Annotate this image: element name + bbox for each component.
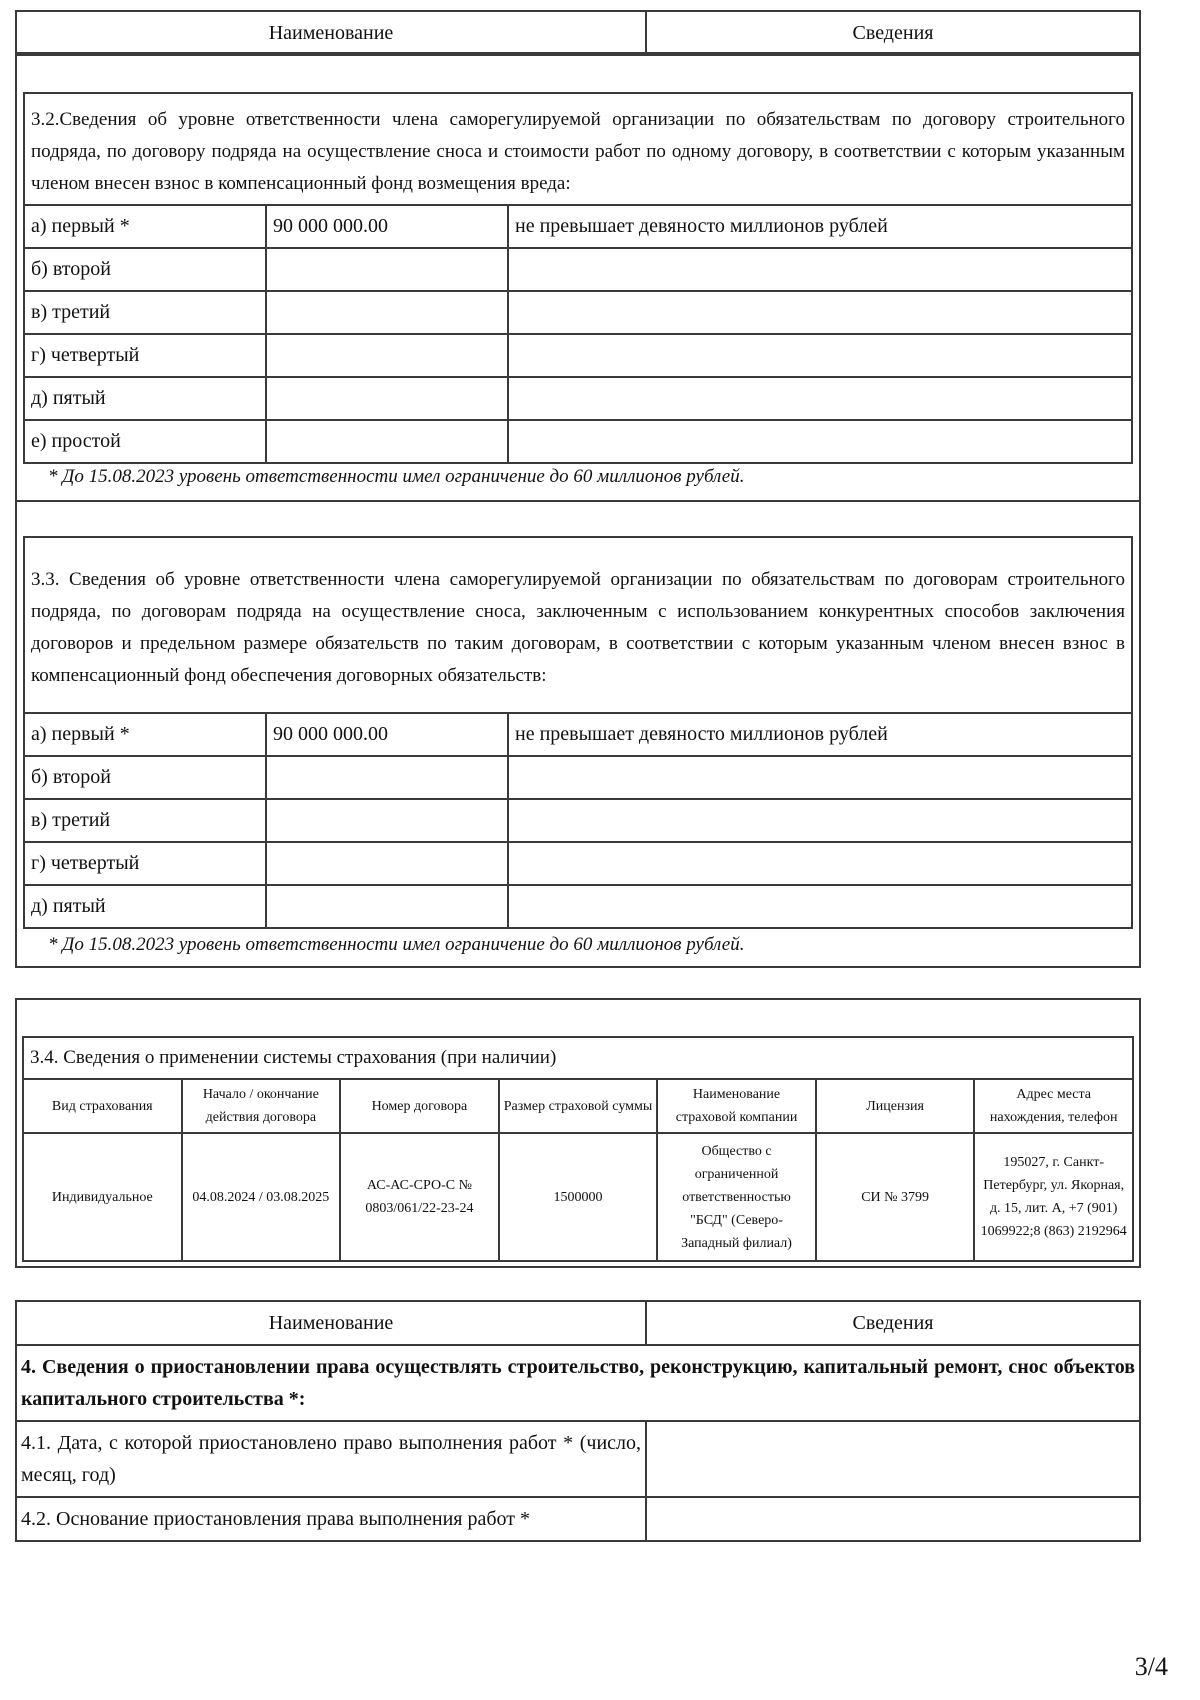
table-row: [24, 885, 1132, 928]
table-row: [24, 334, 1132, 377]
section-3-3-note: * До 15.08.2023 уровень ответственности имел ограничение до 60 миллионов рублей.: [48, 934, 745, 955]
level-desc: [508, 291, 1132, 334]
column-header: Лицензия: [816, 1079, 975, 1133]
section-3-2-note: * До 15.08.2023 уровень ответственности имел ограничение до 60 миллионов рублей.: [48, 466, 745, 487]
level-desc: [508, 756, 1132, 799]
level-desc: [508, 885, 1132, 928]
level-amount: [266, 885, 508, 928]
level-desc: [508, 799, 1132, 842]
insurance-type: Индивидуальное: [23, 1133, 182, 1261]
level-label: в) третий: [24, 291, 266, 334]
level-desc: [508, 842, 1132, 885]
table-row: [24, 377, 1132, 420]
level-amount: [266, 334, 508, 377]
level-desc: не превышает девяносто миллионов рублей: [508, 205, 1132, 248]
column-header: Номер договора: [340, 1079, 499, 1133]
table-row: [24, 420, 1132, 463]
table-row: [24, 248, 1132, 291]
level-amount: 90 000 000.00: [266, 713, 508, 756]
table-row: [24, 756, 1132, 799]
table-row: [23, 1133, 1133, 1261]
level-amount: [266, 756, 508, 799]
insurance-sum: 1500000: [499, 1133, 658, 1261]
insurance-company: Общество с ограниченной ответственностью "БСД" (Северо-Западный филиал): [657, 1133, 816, 1261]
section-4-title: 4. Сведения о приостановлении права осуществлять строительство, реконструкцию, капитальный ремонт, снос объектов капитального строительства *:: [16, 1345, 1140, 1421]
level-label: д) пятый: [24, 377, 266, 420]
page-number: 3/4: [1134, 1652, 1168, 1681]
column-header: Адрес места нахождения, телефон: [974, 1079, 1133, 1133]
header-info-cell: Сведения: [646, 11, 1140, 55]
section-3-3-table: [23, 536, 1133, 929]
level-amount: [266, 420, 508, 463]
section-4-table: [15, 1300, 1141, 1542]
frame-divider: [15, 500, 1141, 502]
item-4-2-label: 4.2. Основание приостановления права выполнения работ *: [16, 1497, 646, 1541]
section-3-4-table: [22, 1036, 1134, 1262]
table-row: [24, 799, 1132, 842]
top-header-table: [15, 10, 1141, 56]
level-label: е) простой: [24, 420, 266, 463]
level-amount: [266, 248, 508, 291]
level-label: б) второй: [24, 756, 266, 799]
table-row: [16, 1421, 1140, 1497]
level-desc: [508, 420, 1132, 463]
section-3-4-title: 3.4. Сведения о применении системы страхования (при наличии): [23, 1037, 1133, 1079]
section-3-2-table: [23, 92, 1133, 464]
insurance-contract: АС-АС-СРО-С № 0803/061/22-23-24: [340, 1133, 499, 1261]
table-row: [24, 713, 1132, 756]
level-label: в) третий: [24, 799, 266, 842]
item-4-2-value: [646, 1497, 1140, 1541]
level-desc: [508, 377, 1132, 420]
level-label: а) первый *: [24, 713, 266, 756]
item-4-1-value: [646, 1421, 1140, 1497]
level-label: г) четвертый: [24, 842, 266, 885]
table-row: [16, 1497, 1140, 1541]
header-info-cell: Сведения: [646, 1301, 1140, 1345]
level-desc: не превышает девяносто миллионов рублей: [508, 713, 1132, 756]
section-3-2-title: 3.2.Сведения об уровне ответственности члена саморегулируемой организации по обязательствам по договору строительного подряда, по договору подряда на осуществление сноса и стоимости работ по одному договору, в соответствии с которым указанным членом внесен взнос в компенсационный фонд возмещения вреда:: [24, 93, 1132, 205]
level-desc: [508, 334, 1132, 377]
level-amount: [266, 842, 508, 885]
level-label: а) первый *: [24, 205, 266, 248]
column-header: Вид страхования: [23, 1079, 182, 1133]
insurance-address: 195027, г. Санкт-Петербург, ул. Якорная, д. 15, лит. А, +7 (901) 1069922;8 (863) 2192964: [974, 1133, 1133, 1261]
level-amount: [266, 291, 508, 334]
header-name-cell: Наименование: [16, 11, 646, 55]
level-label: б) второй: [24, 248, 266, 291]
insurance-period: 04.08.2024 / 03.08.2025: [182, 1133, 341, 1261]
item-4-1-label: 4.1. Дата, с которой приостановлено право выполнения работ * (число, месяц, год): [16, 1421, 646, 1497]
table-row: [24, 842, 1132, 885]
insurance-license: СИ № 3799: [816, 1133, 975, 1261]
column-header: Размер страховой суммы: [499, 1079, 658, 1133]
header-name-cell: Наименование: [16, 1301, 646, 1345]
level-amount: [266, 377, 508, 420]
level-amount: [266, 799, 508, 842]
column-header: Наименование страховой компании: [657, 1079, 816, 1133]
table-row: [24, 205, 1132, 248]
insurance-header-row: [23, 1079, 1133, 1133]
level-desc: [508, 248, 1132, 291]
column-header: Начало / окончание действия договора: [182, 1079, 341, 1133]
level-label: г) четвертый: [24, 334, 266, 377]
table-row: [24, 291, 1132, 334]
section-3-3-title: 3.3. Сведения об уровне ответственности члена саморегулируемой организации по обязательствам по договорам строительного подряда, по договорам подряда на осуществление сноса, заключенным с использованием конкурентных способов заключения договоров и предельном размере обязательств по таким договорам, в соответствии с которым указанным членом внесен взнос в компенсационный фонд обеспечения договорных обязательств:: [24, 537, 1132, 713]
level-amount: 90 000 000.00: [266, 205, 508, 248]
level-label: д) пятый: [24, 885, 266, 928]
